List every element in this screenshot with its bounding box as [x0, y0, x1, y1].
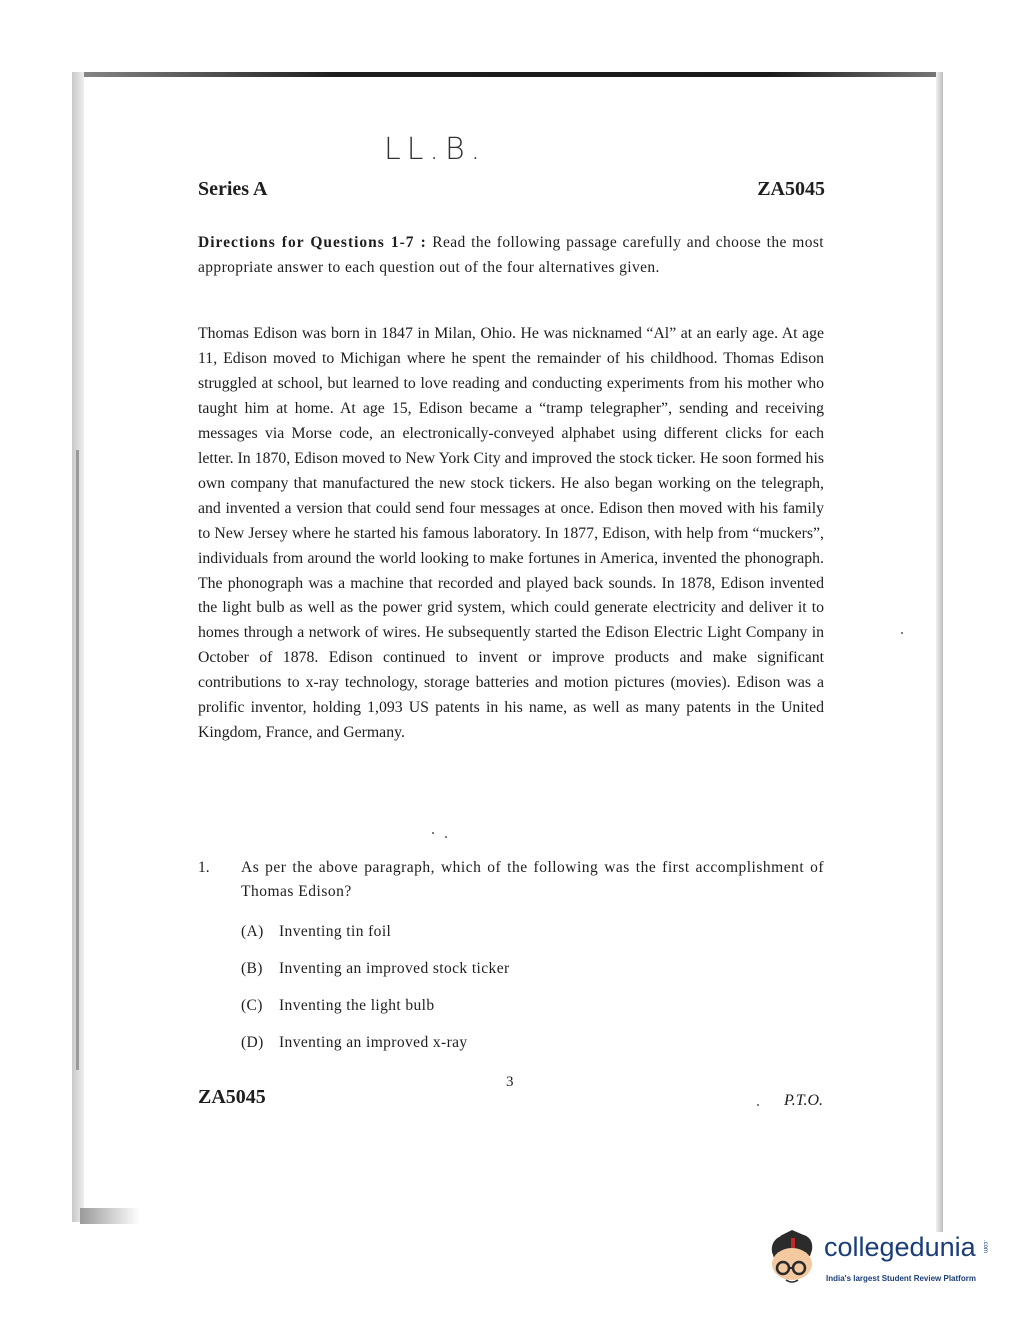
question-text: As per the above paragraph, which of the following was the first accomplishment of Thomas Edison? [241, 859, 824, 900]
scan-speck [445, 836, 447, 838]
option-label: (D) [241, 1034, 264, 1051]
option-label: (B) [241, 960, 263, 977]
mascot-icon [766, 1230, 822, 1284]
option-text: Inventing tin foil [279, 923, 392, 940]
paper-code: ZA5045 [757, 178, 825, 200]
scan-speck [432, 832, 434, 834]
pto-label: P.T.O. [784, 1092, 823, 1109]
scan-border-bottom [80, 1208, 140, 1224]
option-text: Inventing the light bulb [279, 997, 435, 1014]
scan-speck [757, 1104, 759, 1106]
scan-speck [901, 632, 903, 634]
option-label: (A) [241, 923, 264, 940]
directions-label: Directions for Questions 1-7 : [198, 234, 427, 251]
logo-suffix: .com [982, 1240, 988, 1254]
reading-passage: Thomas Edison was born in 1847 in Milan, Ohio. He was nicknamed “Al” at an early age. At age 11, Edison moved to Michigan where he spent the remainder of his childhood. Thomas Edison struggled at school, but learned to love reading and conducting experiments from his mother who taught him at home. At age 15, Edison became a “tramp telegrapher”, sending and receiving messages via Morse code, an electronically-conveyed alphabet using different clicks for each letter. In 1870, Edison moved to New York City and improved the stock ticker. He soon formed his own company that manufactured the new stock tickers. He also began working on the telegraph, and invented a version that could send four messages at once. Edison then moved with his family to New Jersey where he started his famous laboratory. In 1877, Edison, with help from “muckers”, individuals from around the world looking to make fortunes in America, invented the phonograph. The phonograph was a machine that recorded and played back sounds. In 1878, Edison invented the light bulb as well as the power grid system, which could generate electricity and deliver it to homes through a network of wires. He subsequently started the Edison Electric Light Company in October of 1878. Edison continued to invent or improve products and make significant contributions to x-ray technology, storage batteries and motion pictures (movies). Edison was a prolific inventor, holding 1,093 US patents in his name, as well as many patents in the United Kingdom, France, and Germany. [198, 325, 824, 742]
logo-wordmark: collegedunia [824, 1232, 976, 1262]
footer-code: ZA5045 [198, 1086, 266, 1108]
logo-tagline: India's largest Student Review Platform [826, 1274, 976, 1283]
option-d [241, 1031, 510, 1068]
option-label: (C) [241, 997, 263, 1014]
scan-border-right [936, 72, 943, 1232]
option-a [241, 920, 510, 957]
directions [198, 230, 824, 280]
page-number: 3 [506, 1074, 514, 1090]
scan-border-top [72, 72, 943, 77]
option-c [241, 994, 510, 1031]
question-number: 1. [198, 859, 210, 876]
option-text: Inventing an improved stock ticker [279, 960, 510, 977]
answer-options [241, 920, 510, 1068]
handwritten-note: LL.B. [384, 132, 487, 167]
option-text: Inventing an improved x-ray [279, 1034, 468, 1051]
collegedunia-logo[interactable] [766, 1228, 996, 1288]
directions-text: Read the following passage carefully and choose the most appropriate answer to each question out of the four alternatives given. [198, 234, 824, 276]
scan-shadow-left [76, 450, 79, 1070]
series-label: Series A [198, 178, 268, 200]
option-b [241, 957, 510, 994]
